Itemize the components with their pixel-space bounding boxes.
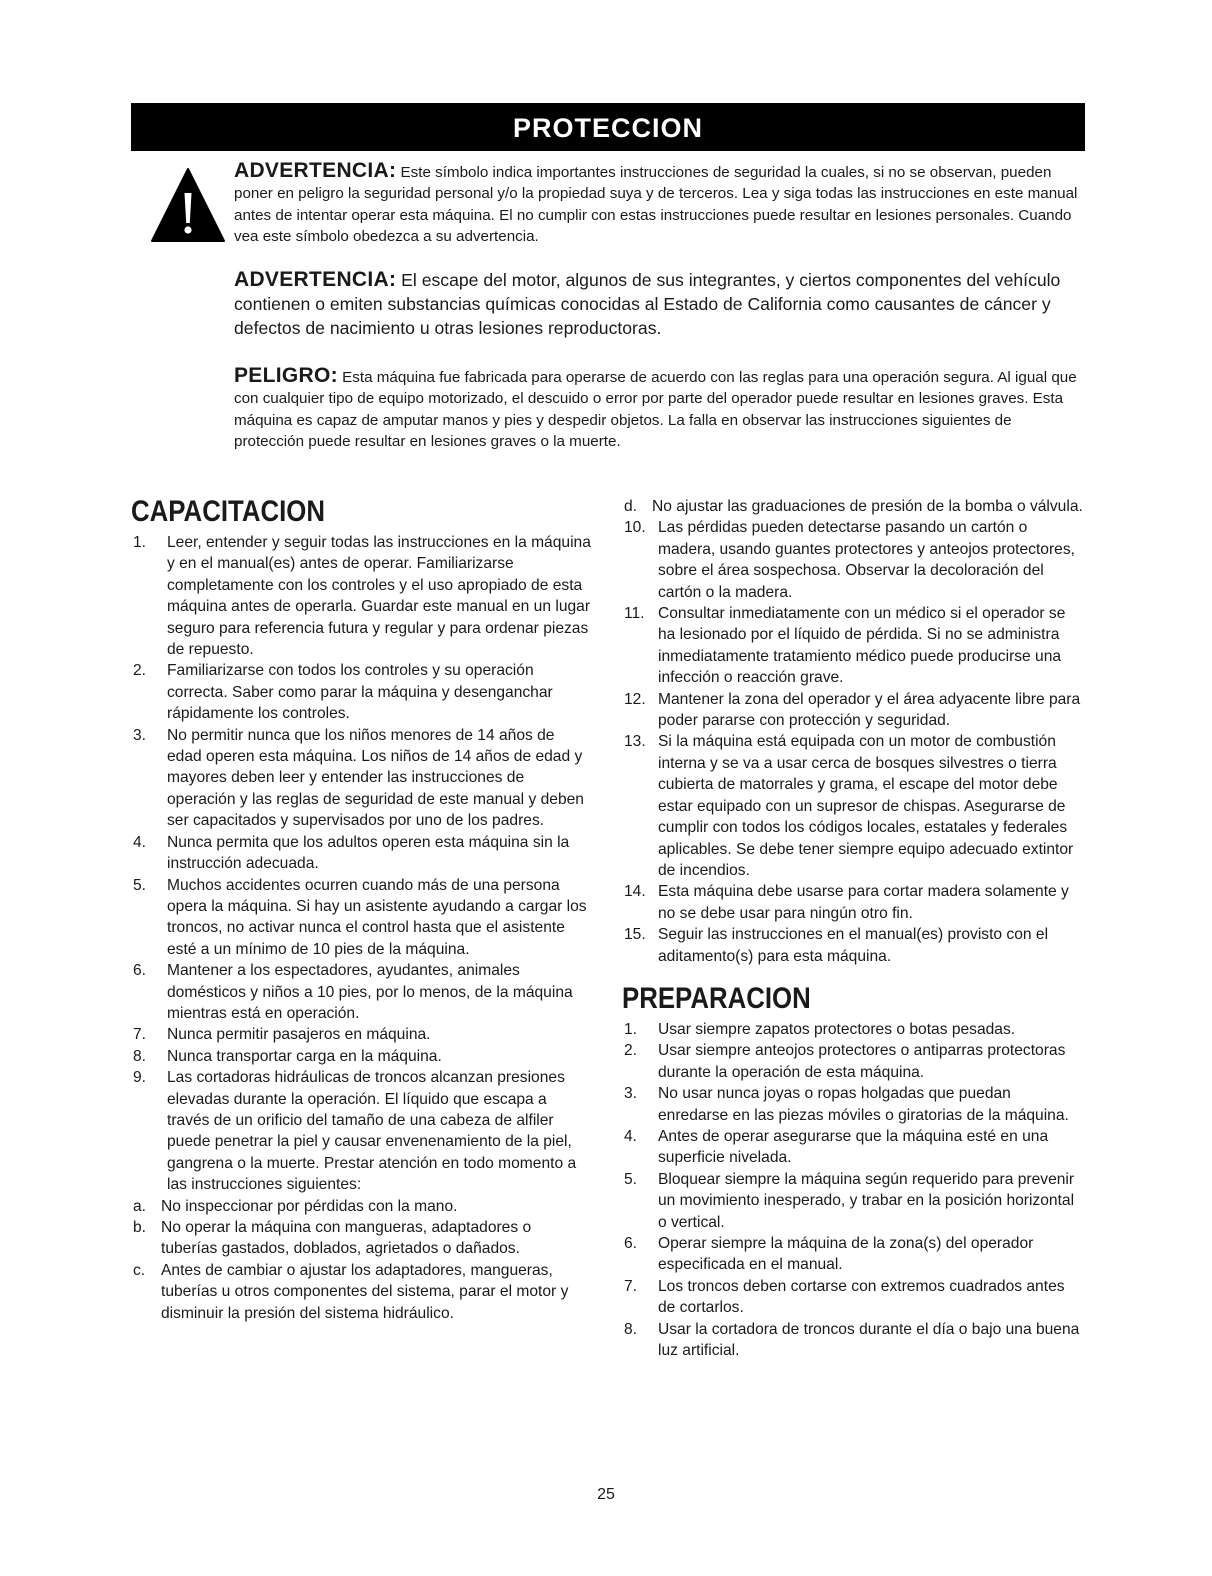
item-letter: b.	[133, 1219, 147, 1236]
item-text: Nunca permita que los adultos operen esta máquina sin la instrucción adecuada.	[167, 833, 570, 873]
list-item	[622, 1233, 1084, 1276]
list-item	[622, 1019, 1084, 1040]
list-item	[131, 960, 591, 1024]
item-number: 3.	[133, 726, 147, 744]
warning-triangle-icon	[150, 167, 226, 243]
item-number: 4.	[133, 833, 147, 851]
item-number: 2.	[624, 1042, 638, 1060]
capacitacion-list-continued	[622, 517, 1084, 967]
item-number: 1.	[624, 1020, 638, 1038]
list-item	[131, 1024, 591, 1045]
item-text: No ajustar las graduaciones de presión de la bomba o válvula.	[652, 498, 1083, 515]
item-text: Esta máquina debe usarse para cortar madera solamente y no se debe usar para ningún otro fin.	[658, 883, 1069, 922]
sub-list-item	[131, 1260, 591, 1324]
item-text: No usar nunca joyas o ropas holgadas que puedan enredarse en las piezas móviles o giratorias de la máquina.	[658, 1085, 1069, 1124]
notice-text: Esta máquina fue fabricada para operarse de acuerdo con las reglas para una operación segura. Al igual que con cualquier tipo de equipo motorizado, el descuido o error por parte del operador puede resultar en lesiones graves. Esta máquina es capaz de amputar manos y pies y despedir objetos. La falla en observar las instrucciones siguientes de protección puede resultar en lesiones graves o la muerte.	[234, 369, 1077, 450]
item-letter: d.	[624, 498, 638, 515]
list-item	[131, 1046, 591, 1067]
item-letter: c.	[133, 1261, 146, 1279]
item-number: 6.	[624, 1235, 638, 1252]
right-column	[622, 496, 1084, 1361]
item-text: Usar la cortadora de troncos durante el día o bajo una buena luz artificial.	[658, 1320, 1080, 1360]
item-number: 2.	[133, 662, 147, 680]
item-text: Muchos accidentes ocurren cuando más de una persona opera la máquina. Si hay un asistente ayudando a cargar los troncos, no activar nunca el control hasta que el asistente esté a un mínimo de 10 pies de la máquina.	[167, 876, 587, 958]
list-item	[622, 881, 1084, 924]
list-item	[131, 725, 591, 832]
item-number: 15.	[624, 926, 646, 944]
list-item	[622, 731, 1084, 881]
item-text: No operar la máquina con mangueras, adaptadores o tuberías gastados, doblados, agrietados o dañados.	[161, 1219, 532, 1258]
notice-label: ADVERTENCIA:	[234, 159, 397, 182]
item-number: 5.	[624, 1170, 638, 1188]
list-item	[622, 689, 1084, 732]
sub-list	[131, 1196, 591, 1324]
item-number: 9.	[133, 1069, 147, 1087]
item-number: 5.	[133, 876, 147, 894]
sub-list-item	[622, 496, 1084, 517]
item-text: Usar siempre zapatos protectores o botas pesadas.	[658, 1020, 1016, 1038]
page-number: 25	[597, 1486, 615, 1503]
item-text: Si la máquina está equipada con un motor de combustión interna y se va a usar cerca de bosques silvestres o tierra cubierta de matorrales y grama, el escape del motor debe estar equipado con un supresor de chispas. Asegurarse de cumplir con todos los códigos locales, estatales y federales aplicables. Se debe tener siempre equipo adecuado extintor de incendios.	[658, 733, 1074, 879]
item-text: Leer, entender y seguir todas las instrucciones en la máquina y en el manual(es) antes de operar. Familiarizarse completamente con los controles y el uso apropiado de esta máquina antes de operarla. Guardar este manual en un lugar seguro para referencia futura y regular y para ordenar piezas de repuesto.	[167, 534, 591, 659]
notice-label: PELIGRO:	[234, 364, 338, 387]
sub-list-continued	[622, 496, 1084, 517]
notice-warning-1	[234, 160, 1080, 247]
item-text: Bloquear siempre la máquina según requerido para prevenir un movimiento inesperado, y trabar en la posición horizontal o vertical.	[658, 1170, 1075, 1231]
item-number: 8.	[133, 1047, 147, 1065]
item-number: 4.	[624, 1127, 638, 1145]
list-item	[131, 1067, 591, 1195]
section-title-preparacion: PREPARACION	[622, 981, 811, 1015]
item-number: 10.	[624, 519, 646, 537]
list-item	[622, 1126, 1084, 1169]
list-item	[131, 532, 591, 660]
capacitacion-list	[131, 532, 591, 1196]
list-item	[622, 924, 1084, 967]
list-item	[131, 660, 591, 724]
item-text: Mantener la zona del operador y el área adyacente libre para poder pararse con protección y seguridad.	[658, 690, 1081, 730]
preparacion-list	[622, 1019, 1084, 1362]
list-item	[131, 875, 591, 961]
list-item	[622, 1083, 1084, 1126]
item-text: Antes de operar asegurarse que la máquina esté en una superficie nivelada.	[658, 1127, 1049, 1167]
notice-danger	[234, 365, 1080, 452]
item-text: No permitir nunca que los niños menores de 14 años de edad operen esta máquina. Los niños de 14 años de edad y mayores deben leer y entender las instrucciones de operación y las reglas de seguridad de este manual y deben ser capacitados y supervisados por uno de los padres.	[167, 726, 584, 830]
item-number: 7.	[624, 1277, 638, 1295]
item-text: Las pérdidas pueden detectarse pasando un cartón o madera, usando guantes protectores y anteojos protectores, sobre el área sospechosa. Observar la decoloración del cartón o la madera.	[658, 519, 1075, 601]
item-text: Consultar inmediatamente con un médico si el operador se ha lesionado por el líquido de pérdida. Si no se administra inmediatamente tratamiento médico puede producirse una infección o reacción grave.	[658, 605, 1066, 687]
left-column	[131, 494, 591, 1324]
item-number: 1.	[133, 534, 147, 551]
item-text: Nunca transportar carga en la máquina.	[167, 1047, 442, 1065]
list-item	[622, 603, 1084, 689]
notice-text: El escape del motor, algunos de sus integrantes, y ciertos componentes del vehículo contienen o emiten substancias químicas conocidas al Estado de California como causantes de cáncer y defectos de nacimiento u otras lesiones reproductoras.	[234, 270, 1061, 338]
item-number: 3.	[624, 1085, 638, 1103]
notice-warning-2	[234, 268, 1080, 340]
item-text: Mantener a los espectadores, ayudantes, animales domésticos y niños a 10 pies, por lo menos, de la máquina mientras está en operación.	[167, 962, 573, 1022]
item-number: 11.	[624, 605, 645, 623]
item-text: Nunca permitir pasajeros en máquina.	[167, 1026, 431, 1044]
item-number: 6.	[133, 962, 147, 980]
section-title-capacitacion: CAPACITACION	[131, 495, 325, 528]
item-text: Las cortadoras hidráulicas de troncos alcanzan presiones elevadas durante la operación. El líquido que escapa a través de un orificio del tamaño de una cabeza de alfiler puede penetrar la piel y causar envenenamiento de la piel, gangrena o la muerte. Prestar atención en todo momento a las instrucciones siguientes:	[167, 1069, 577, 1194]
list-item	[622, 517, 1084, 603]
item-text: Los troncos deben cortarse con extremos cuadrados antes de cortarlos.	[658, 1277, 1065, 1317]
sub-list-item	[131, 1196, 591, 1217]
list-item	[622, 1169, 1084, 1233]
item-text: Familiarizarse con todos los controles y su operación correcta. Saber como parar la máquina y desenganchar rápidamente los controles.	[167, 662, 553, 723]
item-number: 12.	[624, 690, 646, 708]
list-item	[622, 1319, 1084, 1362]
item-number: 13.	[624, 733, 646, 751]
item-text: No inspeccionar por pérdidas con la mano.	[161, 1197, 458, 1215]
item-text: Usar siempre anteojos protectores o antiparras protectoras durante la operación de esta máquina.	[658, 1042, 1066, 1081]
notice-label: ADVERTENCIA:	[234, 268, 397, 291]
notice-text: Este símbolo indica importantes instrucciones de seguridad la cuales, si no se observan, pueden poner en peligro la seguridad personal y/o la propiedad suya y de terceros. Lea y siga todas las instrucciones en este manual antes de intentar operar esta máquina. El no cumplir con estas instrucciones puede resultar en lesiones personales. Cuando vea este símbolo obedezca a su advertencia.	[234, 164, 1078, 245]
item-text: Seguir las instrucciones en el manual(es) provisto con el aditamento(s) para esta máquina.	[658, 926, 1049, 965]
item-number: 14.	[624, 883, 646, 901]
list-item	[622, 1040, 1084, 1083]
item-text: Operar siempre la máquina de la zona(s) del operador especificada en el manual.	[658, 1235, 1034, 1274]
section-banner: PROTECCION	[131, 103, 1085, 151]
list-item	[131, 832, 591, 875]
item-text: Antes de cambiar o ajustar los adaptadores, mangueras, tuberías u otros componentes del sistema, parar el motor y disminuir la presión del sistema hidráulico.	[161, 1261, 569, 1322]
list-item	[622, 1276, 1084, 1319]
item-number: 7.	[133, 1026, 147, 1044]
sub-list-item	[131, 1217, 591, 1260]
item-number: 8.	[624, 1320, 638, 1338]
item-letter: a.	[133, 1197, 147, 1215]
